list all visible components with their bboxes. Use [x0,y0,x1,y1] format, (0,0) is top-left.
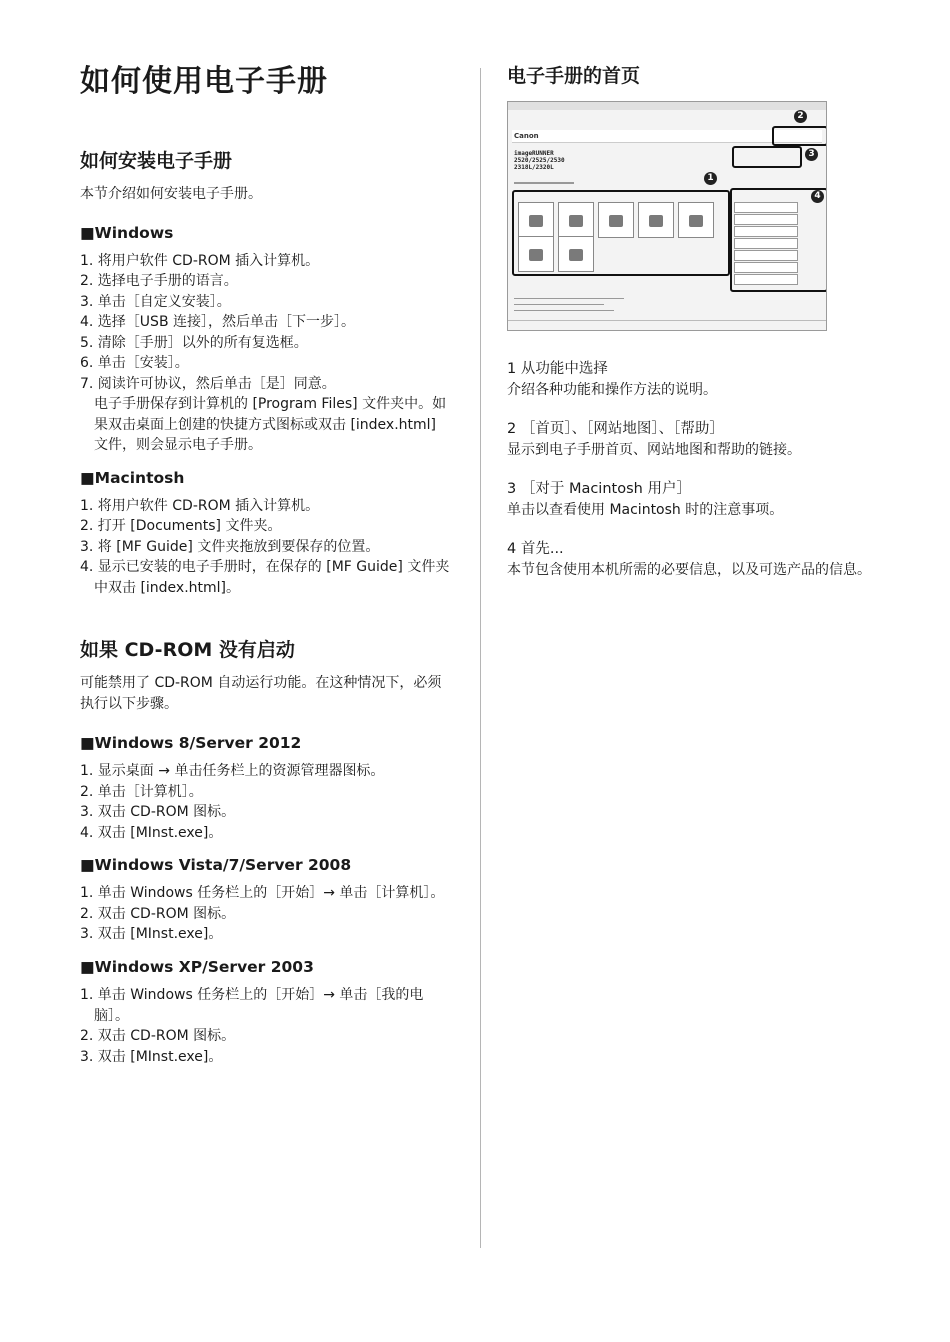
install-section [80,149,452,598]
cdrom-heading: 如果 CD-ROM 没有启动 [80,639,295,662]
callout-title: 2 ［首页］、［网站地图］、［帮助］ [507,420,724,437]
cdrom-section [80,638,452,1067]
list-item: 3. 双击 [MInst.exe]。 [80,926,223,943]
list-item: 2. 打开 [Documents] 文件夹。 [80,518,282,535]
model-name: imageRUNNER 2520/2525/2530 2318L/2320L [514,149,565,171]
sidebar-row [734,202,798,213]
callout-item [507,419,887,461]
sidebar-row [734,214,798,225]
vista-heading: ■Windows Vista/7/Server 2008 [80,856,352,875]
sidebar-row [734,238,798,249]
list-item: 3. 双击 [MInst.exe]。 [80,1048,223,1065]
callout-badge-1: 1 [704,172,717,185]
list-item: 2. 单击［计算机］。 [80,783,203,800]
list-item: 1. 单击 Windows 任务栏上的［开始］→ 单击［计算机］。 [80,885,445,902]
vista-steps [80,883,452,945]
list-item: 5. 清除［手册］以外的所有复选框。 [80,334,308,351]
install-intro: 本节介绍如何安装电子手册。 [80,185,262,202]
windows-note: 电子手册保存到计算机的 [Program Files] 文件夹中。如果双击桌面上创建的快捷方式图标或双击 [index.html] 文件，则会显示电子手册。 [94,396,447,454]
list-item: 6. 单击［安装］。 [80,355,189,372]
list-item: 4. 双击 [MInst.exe]。 [80,824,223,841]
sidebar-row [734,274,798,285]
list-item [80,374,452,456]
list-item: 1. 将用户软件 CD-ROM 插入计算机。 [80,497,320,514]
callout-title: 3 ［对于 Macintosh 用户］ [507,480,691,497]
list-item: 3. 将 [MF Guide] 文件夹拖放到要保存的位置。 [80,538,380,555]
manual-homepage-screenshot [507,101,827,331]
callout-desc: 介绍各种功能和操作方法的说明。 [507,381,717,398]
win8-heading: ■Windows 8/Server 2012 [80,734,302,753]
callout-desc: 显示到电子手册首页、网站地图和帮助的链接。 [507,441,801,458]
install-heading: 如何安装电子手册 [80,150,233,172]
list-item: 4. 选择［USB 连接］，然后单击［下一步］。 [80,314,355,331]
canon-logo: Canon [514,131,539,140]
windows-steps [80,251,452,456]
callout-box-2 [772,126,827,146]
list-item: 2. 选择电子手册的语言。 [80,273,238,290]
list-item: 4. 显示已安装的电子手册时，在保存的 [MF Guide] 文件夹中双击 [index.html]。 [80,559,450,596]
function-tile-fax [558,202,594,238]
callout-item [507,539,887,581]
homepage-heading: 电子手册的首页 [507,65,641,87]
browser-toolbar [508,102,826,110]
callout-item [507,359,887,401]
footer-text-line [514,298,624,299]
callout-descriptions [507,359,887,581]
list-item: 1. 单击 Windows 任务栏上的［开始］→ 单击［我的电脑］。 [80,987,424,1024]
list-item: 3. 单击［自定义安装］。 [80,293,231,310]
callout-title: 4 首先... [507,540,564,557]
function-tile-security [558,236,594,272]
callout-badge-2: 2 [794,110,807,123]
list-item: 3. 双击 CD-ROM 图标。 [80,804,236,821]
xp-heading: ■Windows XP/Server 2003 [80,957,314,976]
footer-divider [508,320,826,321]
function-tile-print [638,202,674,238]
right-column [507,64,887,599]
page-title: 如何使用电子手册 [80,64,328,99]
search-box [514,182,574,184]
list-item: 2. 双击 CD-ROM 图标。 [80,905,236,922]
callout-item [507,479,887,521]
callout-desc: 本节包含使用本机所需的必要信息，以及可选产品的信息。 [507,561,871,578]
win8-steps [80,761,452,843]
footer-text-line [514,310,614,311]
function-tile-network [678,202,714,238]
footer-text-line [514,304,604,305]
sidebar-row [734,262,798,273]
function-tile-scan [598,202,634,238]
function-tile-copy [518,202,554,238]
callout-badge-4: 4 [811,190,824,203]
sidebar-row [734,250,798,261]
callout-badge-3: 3 [805,148,818,161]
function-tile-ui [518,236,554,272]
sidebar-row [734,226,798,237]
windows-heading: ■Windows [80,223,174,242]
mac-heading: ■Macintosh [80,468,185,487]
left-column [80,62,452,1107]
xp-steps [80,985,452,1067]
list-item: 1. 将用户软件 CD-ROM 插入计算机。 [80,252,320,269]
list-item: 2. 双击 CD-ROM 图标。 [80,1028,236,1045]
cdrom-intro: 可能禁用了 CD-ROM 自动运行功能。在这种情况下，必须执行以下步骤。 [80,675,442,713]
column-divider [480,68,481,1248]
list-item: 1. 显示桌面 → 单击任务栏上的资源管理器图标。 [80,763,385,780]
mac-steps [80,496,452,599]
callout-title: 1 从功能中选择 [507,360,608,377]
callout-desc: 单击以查看使用 Macintosh 时的注意事项。 [507,501,784,518]
callout-box-3 [732,146,802,168]
list-item-text: 7. 阅读许可协议，然后单击［是］同意。 [80,375,336,392]
